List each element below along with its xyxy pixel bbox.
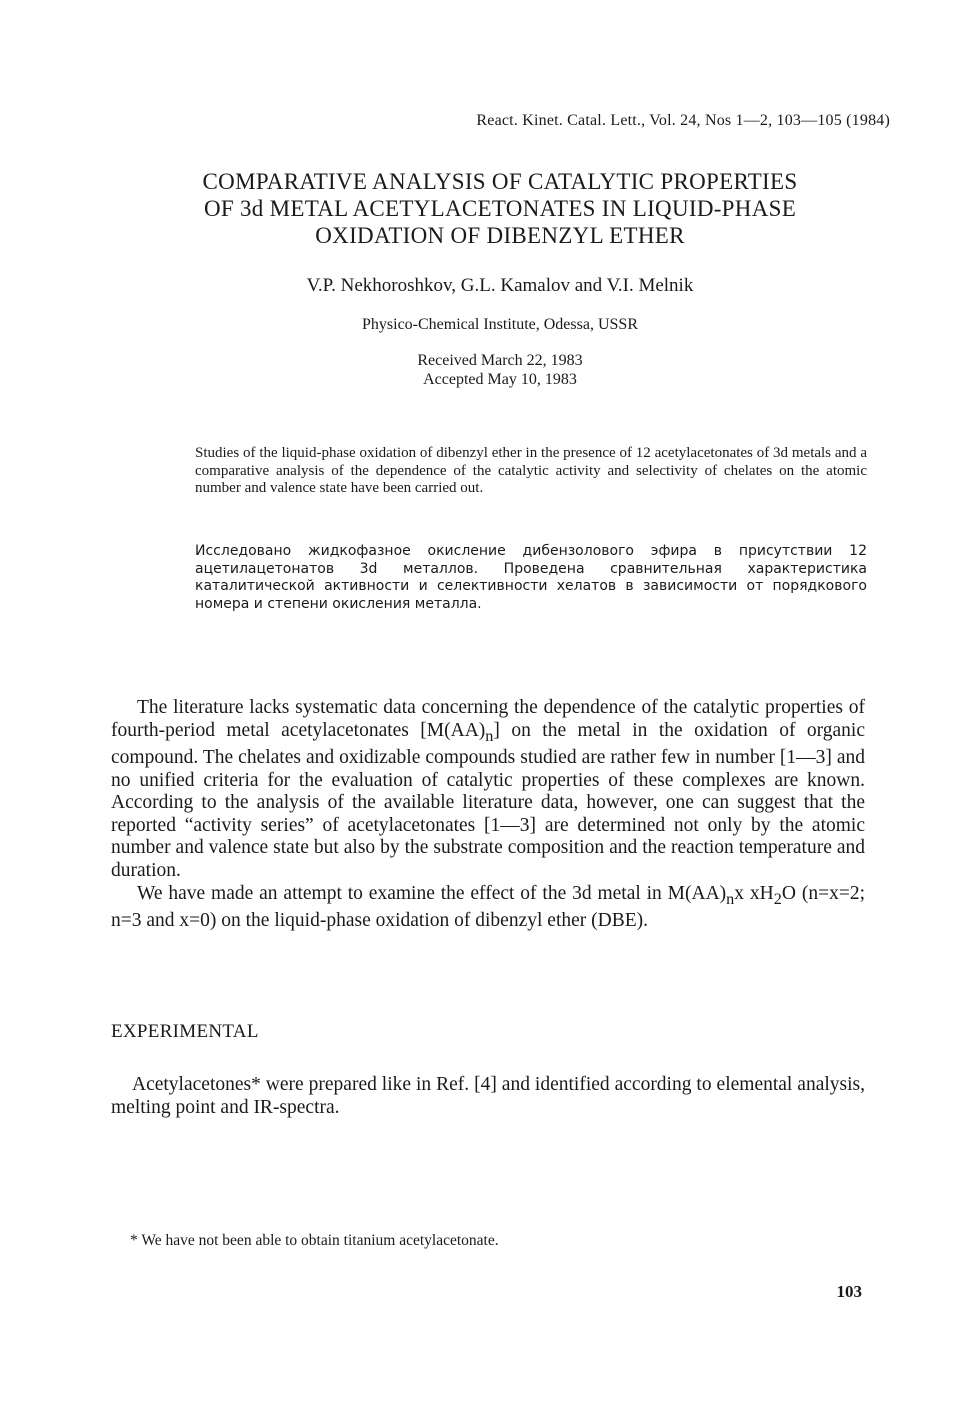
title-line-3: OXIDATION OF DIBENZYL ETHER [315, 223, 685, 248]
title-line-1: COMPARATIVE ANALYSIS OF CATALYTIC PROPERTIES [202, 169, 798, 194]
experimental-paragraph: Acetylacetones* were prepared like in Ref. [4] and identified according to elemental analysis, melting point and IR-spectra. [111, 1074, 865, 1118]
intro-paragraph-1: The literature lacks systematic data concerning the dependence of the catalytic properties of fourth-period metal acetylacetonates $[M(AA)_n]$ on the metal in the oxidation of organic compound. The chelates and oxidizable compounds studied are rather few in number [1—3] and no unified criteria for the evaluation of catalytic properties of these complexes are known. According to the analysis of the available literature data, however, one can suggest that the reported “activity series” of acetylacetonates [1—3] are determined not only by the atomic number and valence state but also by the substrate composition and the reaction temperature and duration. [111, 697, 865, 882]
title-line-2: OF 3d METAL ACETYLACETONATES IN LIQUID-PHASE [203, 196, 797, 221]
abstract-russian: Исследовано жидкофазное окисление дибензолового эфира в присутствии 12 ацетилацетонатов 3d металлов. Проведена сравнительная характеристика каталитической активности и селективности хелатов в зависимости от порядкового номера и степени окисления металла. [195, 543, 867, 612]
article-title [110, 168, 890, 249]
introduction-section [111, 697, 865, 933]
affiliation: Physico-Chemical Institute, Odessa, USSR [362, 316, 638, 333]
footnote: * We have not been able to obtain titanium acetylacetonate. [130, 1232, 499, 1249]
journal-reference: React. Kinet. Catal. Lett., Vol. 24, Nos 1—2, 103—105 (1984) [476, 112, 890, 129]
accepted-date: Accepted May 10, 1983 [423, 371, 577, 388]
received-date: Received March 22, 1983 [417, 352, 583, 369]
submission-dates [110, 351, 890, 389]
authors: V.P. Nekhoroshkov, G.L. Kamalov and V.I. Melnik [306, 275, 694, 296]
page-number: 103 [836, 1282, 862, 1301]
abstract-english: Studies of the liquid-phase oxidation of dibenzyl ether in the presence of 12 acetylacetonates of 3d metals and a comparative analysis of the dependence of the catalytic activity and selectivity of chelates on the atomic number and valence state have been carried out. [195, 445, 867, 496]
experimental-heading: EXPERIMENTAL [111, 1021, 259, 1042]
intro-paragraph-2: We have made an attempt to examine the effect of the 3d metal in $M(AA)_nx$ $xH_2O$ (n=x=2; n=3 and x=0) on the liquid-phase oxidation of dibenzyl ether (DBE). [111, 882, 865, 932]
experimental-section [111, 1074, 865, 1119]
